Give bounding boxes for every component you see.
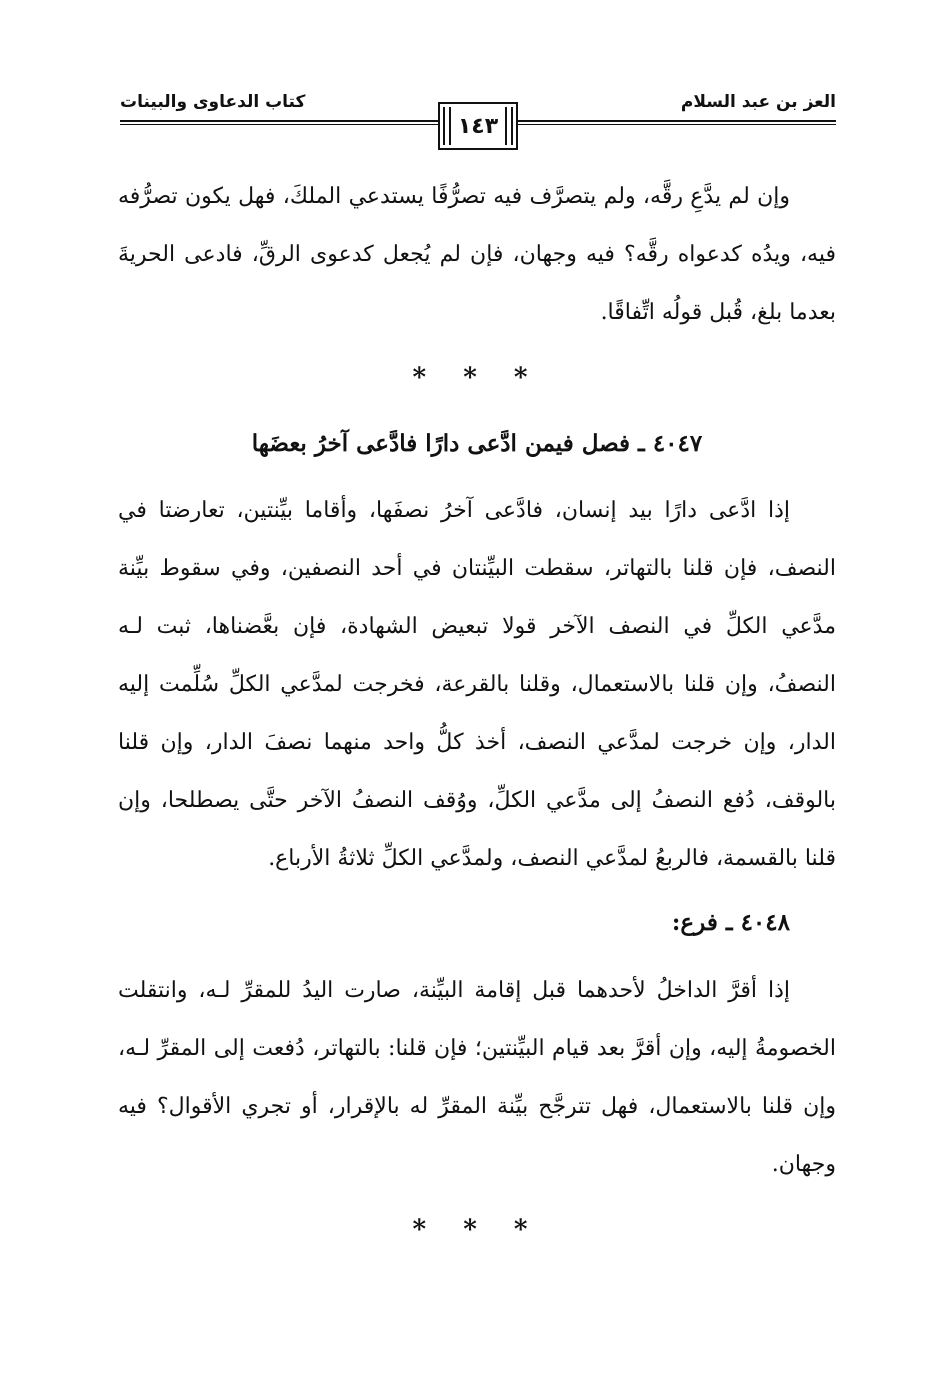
branch-heading: ٤٠٤٨ ـ فرع: (671, 909, 790, 936)
paragraph-1: وإن لم يدَّعِ رقَّه، ولم يتصرَّف فيه تصرُّفًا يستدعي الملكَ، فهل يكون تصرُّفه فيه، ويدُه كدعواه رقَّه؟ فيه وجهان، فإن لم يُجعل كدعوى الرقِّ، فادعى الحريةَ بعدما بلغ، قُبل قولُه اتِّفاقًا. (118, 184, 836, 325)
section-separator: * * * (412, 363, 542, 393)
header-author: العز بن عبد السلام (680, 92, 836, 112)
section-heading: ٤٠٤٧ ـ فصل فيمن ادَّعى دارًا فادَّعى آخرُ بعضَها (251, 430, 703, 457)
section-separator-end: * * * (412, 1215, 542, 1245)
paragraph-3: إذا أقرَّ الداخلُ لأحدهما قبل إقامة البيِّنة، صارت اليدُ للمقرِّ لـه، وانتقلت الخصومةُ إليه، وإن أقرَّ بعد قيام البيِّنتين؛ فإن قلنا: بالتهاتر، دُفعت إلى المقرِّ لـه، وإن قلنا بالاستعمال، فهل تترجَّح بيِّنة المقرِّ له بالإقرار، أو تجري الأقوال؟ فيه وجهان. (118, 978, 836, 1177)
page-body (118, 168, 836, 1264)
page-header (120, 88, 836, 158)
paragraph-2: إذا ادَّعى دارًا بيد إنسان، فادَّعى آخرُ نصفَها، وأقاما بيِّنتين، تعارضتا في النصف، فإن قلنا بالتهاتر، سقطت البيِّنتان في أحد النصفين، وفي سقوط بيِّنة مدَّعي الكلِّ في النصف الآخر قولا تبعيض الشهادة، فإن بعَّضناها، ثبت لـه النصفُ، وإن قلنا بالاستعمال، وقلنا بالقرعة، فخرجت لمدَّعي الكلِّ سُلِّمت إليه الدار، وإن خرجت لمدَّعي النصف، أخذ كلُّ واحد منهما نصفَ الدار، وإن قلنا بالوقف، دُفع النصفُ إلى مدَّعي الكلِّ، ووُقف النصفُ الآخر حتَّى يصطلحا، وإن قلنا بالقسمة، فالربعُ لمدَّعي النصف، ولمدَّعي الكلِّ ثلاثةُ الأرباع. (118, 498, 836, 871)
header-book-title: كتاب الدعاوى والبينات (120, 92, 306, 112)
page-number: ١٤٣ (457, 113, 499, 139)
page-number-frame (438, 102, 518, 150)
